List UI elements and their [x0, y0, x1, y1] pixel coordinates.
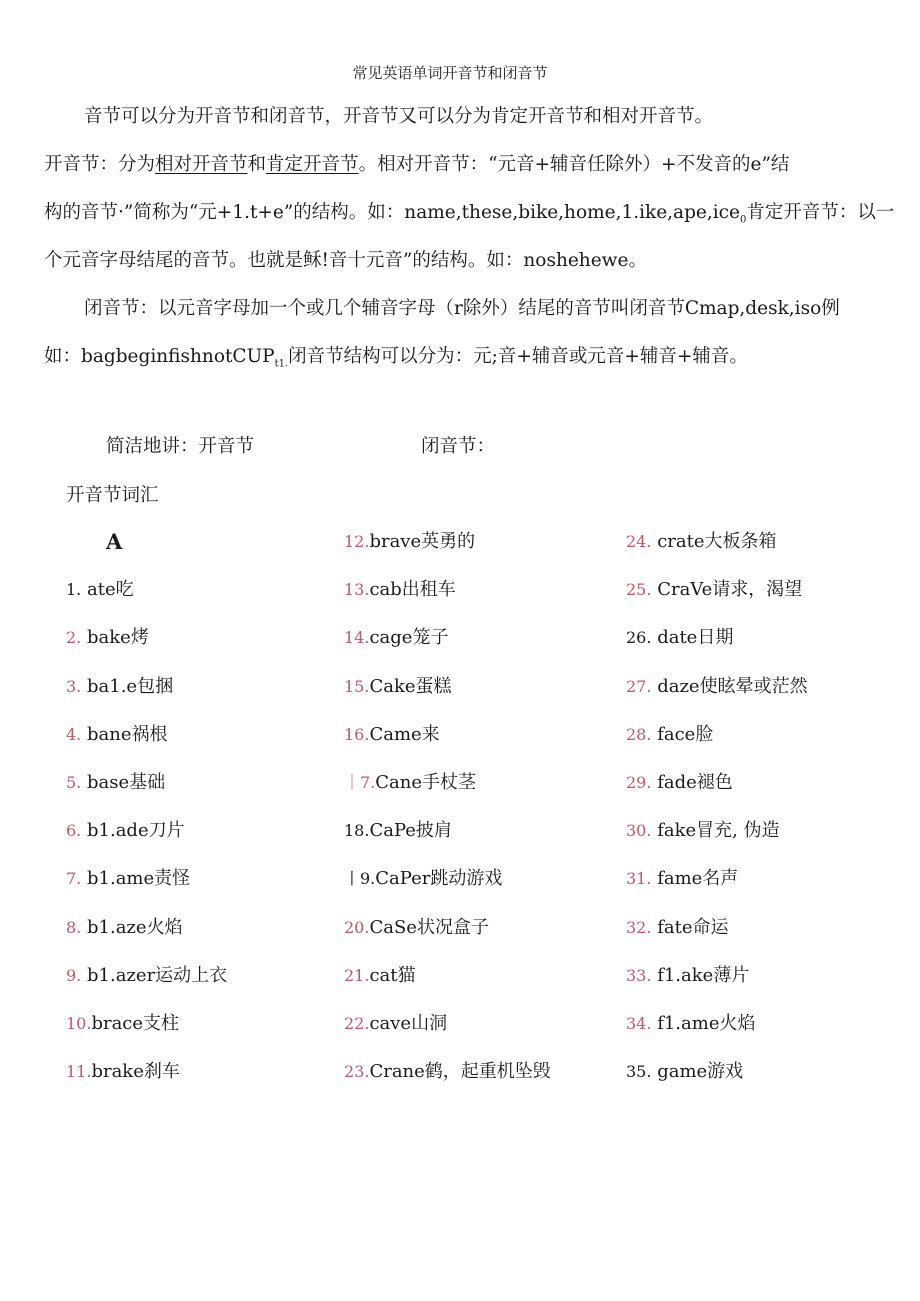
open-syllable-line-2: 构的音节·”简称为“元+1.t+e”的结构。如：name,these,bike,home,1.ike,ape,ice$_0$肯定开音节：以一 — [44, 202, 895, 226]
list-item: 32. fate命运 — [626, 916, 729, 938]
list-item: 29. fade褪色 — [626, 771, 733, 793]
relative-open-syllable-term: 相对开音节 — [155, 154, 248, 175]
page-title: 常见英语单词开音节和闭音节 — [352, 64, 548, 82]
vocab-heading: 开音节词汇 — [66, 485, 159, 506]
list-item: 31. fame名声 — [626, 868, 739, 890]
vocab-column-1 — [66, 522, 227, 1100]
list-item: 25. CraVe请求，渴望 — [626, 579, 803, 601]
list-item: ｜7.Cane手杖茎 — [344, 771, 477, 793]
list-item: 20.CaSe状况盒子 — [344, 916, 489, 938]
list-item: 6. b1.ade刀片 — [66, 820, 185, 842]
closed-syllable-line-1: 闭音节：以元音字母加一个或几个辅音字母（r除外）结尾的音节叫闭音节Cmap,desk,iso例 — [84, 298, 840, 319]
list-item: 16.Came来 — [344, 723, 440, 745]
vocab-column-3 — [626, 522, 808, 1100]
list-item: 22.cave山洞 — [344, 1012, 448, 1034]
list-item: 5. base基础 — [66, 771, 166, 793]
list-item: 2. bake烤 — [66, 627, 149, 649]
list-item: 23.Crane鹤，起重机坠毁 — [344, 1061, 551, 1083]
list-item: 4. bane祸根 — [66, 723, 168, 745]
list-item: 丨9.CaPer跳动游戏 — [344, 868, 503, 890]
list-item: 35. game游戏 — [626, 1061, 744, 1083]
closed-syllable-line-2: 如：bagbeginfishnotCUP$_{t1.}$闭音节结构可以分为：元;音+辅音或元音+辅音+辅音。 — [44, 346, 748, 370]
summary-open-label: 简洁地讲：开音节 — [106, 436, 255, 457]
list-item: 33. f1.ake薄片 — [626, 964, 750, 986]
list-item: 8. b1.aze火焰 — [66, 916, 183, 938]
list-item: 15.Cake蛋糕 — [344, 675, 452, 697]
list-item: 18.CaPe披肩 — [344, 820, 452, 842]
open-syllable-line-1: 开音节：分为相对开音节和肯定开音节。相对开音节：“元音+辅音任除外）+不发音的e”结 — [44, 154, 790, 175]
list-item: 11.brake刹车 — [66, 1061, 180, 1083]
list-item: 10.brace支柱 — [66, 1012, 180, 1034]
list-item: 13.cab出租车 — [344, 579, 456, 601]
list-item: 3. ba1.e包捆 — [66, 675, 174, 697]
list-item: 24. crate大板条箱 — [626, 531, 777, 552]
summary-closed-label: 闭音节： — [421, 436, 496, 457]
list-item: 9. b1.azer运动上衣 — [66, 964, 228, 986]
list-item: 34. f1.ame火焰 — [626, 1012, 756, 1034]
list-item: 26. date日期 — [626, 627, 734, 649]
list-item: 21.cat猫 — [344, 964, 416, 986]
definite-open-syllable-term: 肯定开音节 — [266, 154, 359, 175]
list-item: 14.cage笼子 — [344, 627, 449, 649]
list-item: 12.brave英勇的 — [344, 531, 476, 552]
list-item: 30. fake冒充, 伪造 — [626, 820, 780, 842]
list-item: 27. daze使眩晕或茫然 — [626, 675, 808, 697]
list-item: 1. ate吃 — [66, 579, 134, 601]
letter-heading-a: A — [106, 529, 123, 554]
open-syllable-line-3: 个元音字母结尾的音节。也就是稣!音十元音”的结构。如：noshehewe。 — [44, 250, 647, 271]
intro-paragraph: 音节可以分为开音节和闭音节，开音节又可以分为肯定开音节和相对开音节。 — [84, 106, 714, 127]
list-item: 28. face脸 — [626, 723, 714, 745]
vocab-column-2 — [344, 522, 551, 1100]
list-item: 7. b1.ame责怪 — [66, 868, 191, 890]
